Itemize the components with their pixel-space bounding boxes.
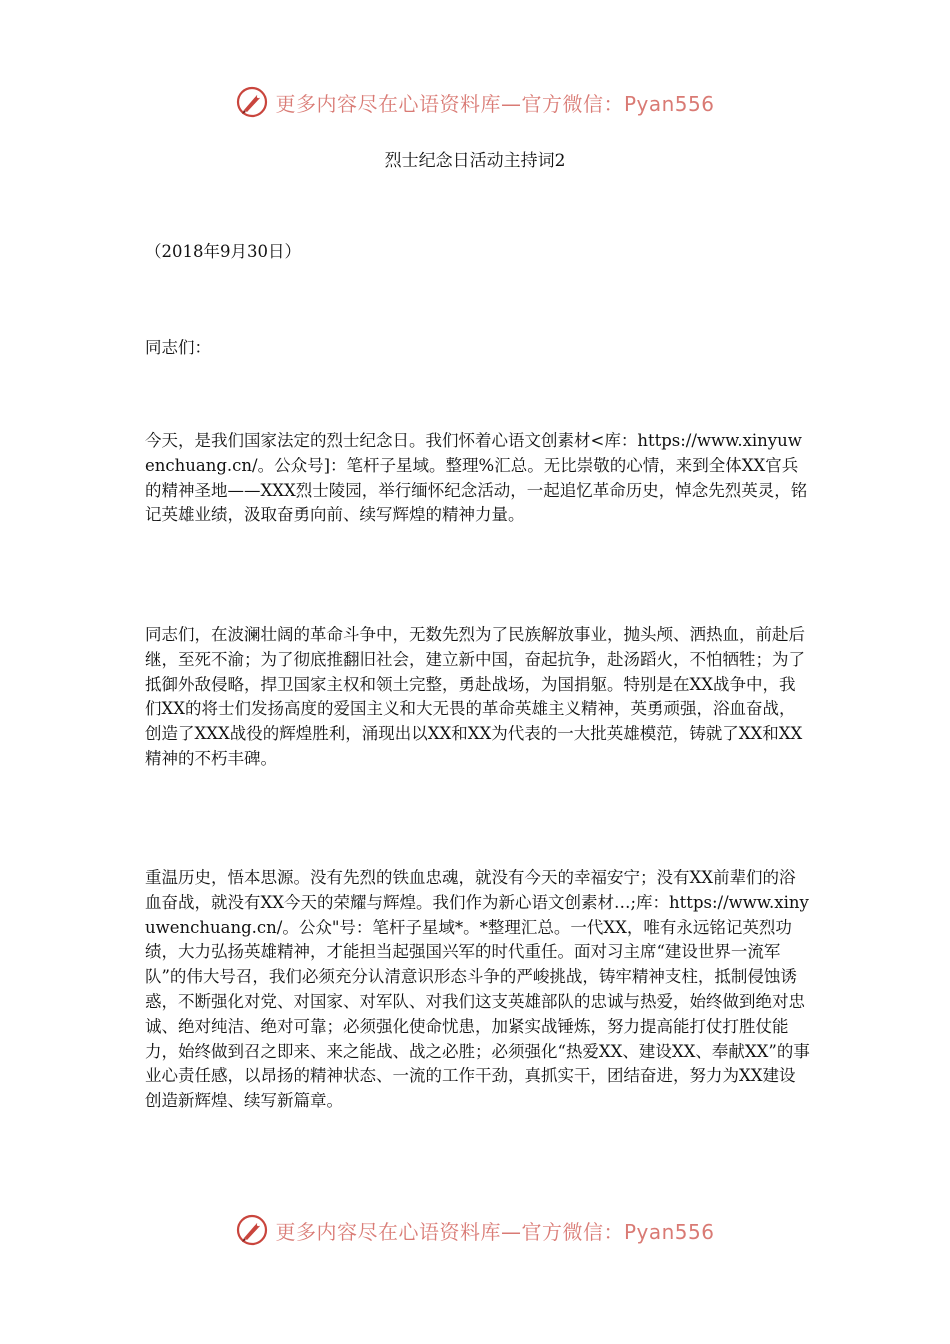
header-banner: [0, 80, 950, 124]
banner-text: 更多内容尽在心语资料库—官方微信：Pyan556: [275, 1219, 715, 1244]
pen-logo-icon: [235, 85, 269, 119]
document-date: （2018年9月30日）: [145, 242, 301, 261]
paragraph-3: 重温历史，悟本思源。没有先烈的铁血忠魂，就没有今天的幸福安宁；没有XX前辈们的浴血奋战，就没有XX今天的荣耀与辉煌。我们作为新心语文创素材…;库：https://www.xinyuwenchuang.cn/。公众"号：笔杆子星域*。*整理汇总。一代XX，唯有永远铭记英烈功绩，大力弘扬英雄精神，才能担当起强国兴军的时代重任。面对习主席“建设世界一流军队”的伟大号召，我们必须充分认清意识形态斗争的严峻挑战，铸牢精神支柱，抵制侵蚀诱惑，不断强化对党、对国家、对军队、对我们这支英雄部队的忠诚与热爱，始终做到绝对忠诚、绝对纯洁、绝对可靠；必须强化使命忧患，加紧实战锤炼，努力提高能打仗打胜仗能力，始终做到召之即来、来之能战、战之必胜；必须强化“热爱XX、建设XX、奉献XX”的事业心责任感，以昂扬的精神状态、一流的工作干劲，真抓实干，团结奋进，努力为XX建设创造新辉煌、续写新篇章。: [145, 868, 810, 1111]
paragraph-2: 同志们，在波澜壮阔的革命斗争中，无数先烈为了民族解放事业，抛头颅、洒热血，前赴后继，至死不渝；为了彻底推翻旧社会，建立新中国，奋起抗争，赴汤蹈火，不怕牺牲；为了抵御外敌侵略，捍卫国家主权和领土完整，勇赴战场，为国捐躯。特别是在XX战争中，我们XX的将士们发扬高度的爱国主义和大无畏的革命英雄主义精神，英勇顽强，浴血奋战，创造了XXX战役的辉煌胜利，涌现出以XX和XX为代表的一大批英雄模范，铸就了XX和XX精神的不朽丰碑。: [145, 625, 805, 768]
document-title: 烈士纪念日活动主持词2: [384, 151, 566, 171]
paragraph-1: 今天，是我们国家法定的烈士纪念日。我们怀着心语文创素材<库：https://www.xinyuwenchuang.cn/。公众号]：笔杆子星域。整理%汇总。无比崇敬的心情，来到全体XX官兵的精神圣地——XXX烈士陵园，举行缅怀纪念活动，一起追忆革命历史，悼念先烈英灵，铭记英雄业绩，汲取奋勇向前、续写辉煌的精神力量。: [145, 431, 808, 525]
greeting: 同志们：: [145, 338, 211, 357]
banner-text: 更多内容尽在心语资料库—官方微信：Pyan556: [275, 91, 715, 116]
footer-banner: [0, 1208, 950, 1252]
pen-logo-icon: [235, 1213, 269, 1247]
